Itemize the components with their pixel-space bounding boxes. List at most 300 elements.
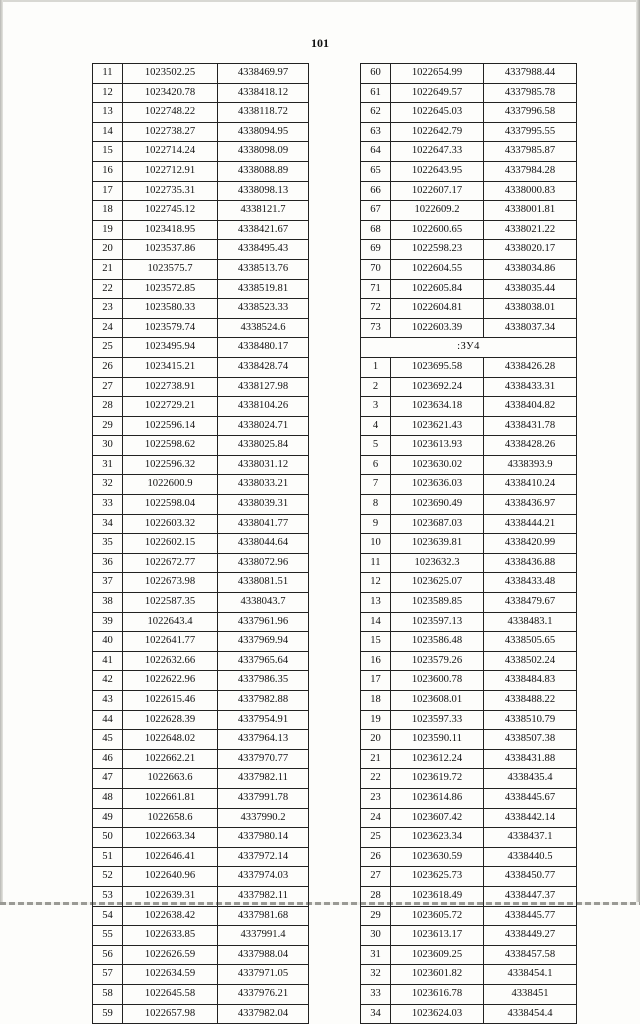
coordinate-y: 4338426.28	[484, 357, 577, 377]
table-row	[93, 475, 309, 495]
table-row	[93, 749, 309, 769]
coordinate-y: 4338104.26	[218, 397, 309, 417]
coordinate-y: 4338410.24	[484, 475, 577, 495]
table-row	[93, 279, 309, 299]
coordinate-x: 1023608.01	[391, 691, 484, 711]
point-number: 42	[93, 671, 123, 691]
coordinate-y: 4337988.44	[484, 64, 577, 84]
point-number: 67	[361, 201, 391, 221]
coordinate-x: 1023625.07	[391, 573, 484, 593]
point-number: 29	[93, 416, 123, 436]
table-row	[361, 788, 577, 808]
point-number: 62	[361, 103, 391, 123]
coordinate-x: 1022609.2	[391, 201, 484, 221]
coordinate-y: 4337954.91	[218, 710, 309, 730]
table-row	[361, 710, 577, 730]
coordinate-y: 4338035.44	[484, 279, 577, 299]
coordinate-x: 1022712.91	[123, 161, 218, 181]
coordinate-x: 1022738.27	[123, 122, 218, 142]
coordinate-y: 4338001.81	[484, 201, 577, 221]
point-number: 68	[361, 220, 391, 240]
coordinate-y: 4337972.14	[218, 847, 309, 867]
point-number: 46	[93, 749, 123, 769]
coordinate-x: 1023589.85	[391, 593, 484, 613]
coordinate-y: 4338433.31	[484, 377, 577, 397]
table-row	[93, 847, 309, 867]
coordinate-x: 1023690.49	[391, 495, 484, 515]
coordinate-y: 4338044.64	[218, 534, 309, 554]
coordinate-x: 1022607.17	[391, 181, 484, 201]
table-row	[93, 553, 309, 573]
coordinate-x: 1022598.62	[123, 436, 218, 456]
table-row	[361, 651, 577, 671]
point-number: 39	[93, 612, 123, 632]
coordinate-x: 1022604.81	[391, 299, 484, 319]
coordinate-y: 4338118.72	[218, 103, 309, 123]
point-number: 16	[361, 651, 391, 671]
coordinate-x: 1023420.78	[123, 83, 218, 103]
table-row	[361, 436, 577, 456]
coordinate-x: 1022657.98	[123, 1004, 218, 1024]
point-number: 22	[361, 769, 391, 789]
point-number: 19	[361, 710, 391, 730]
coordinate-x: 1022641.77	[123, 632, 218, 652]
point-number: 23	[93, 299, 123, 319]
coordinate-y: 4338037.34	[484, 318, 577, 338]
point-number: 51	[93, 847, 123, 867]
coordinate-y: 4338454.1	[484, 965, 577, 985]
point-number: 34	[361, 1004, 391, 1024]
table-row	[93, 357, 309, 377]
coordinate-x: 1023579.74	[123, 318, 218, 338]
table-row	[93, 64, 309, 84]
coordinate-y: 4338421.67	[218, 220, 309, 240]
point-number: 40	[93, 632, 123, 652]
table-row	[361, 847, 577, 867]
coordinate-x: 1022672.77	[123, 553, 218, 573]
coordinates-table-left	[92, 63, 309, 1024]
coordinate-x: 1023639.81	[391, 534, 484, 554]
coordinate-y: 4338445.77	[484, 906, 577, 926]
point-number: 11	[361, 553, 391, 573]
coordinate-y: 4338404.82	[484, 397, 577, 417]
coordinate-y: 4337970.77	[218, 749, 309, 769]
coordinate-x: 1022603.39	[391, 318, 484, 338]
coordinate-y: 4338433.48	[484, 573, 577, 593]
coordinate-y: 4338420.99	[484, 534, 577, 554]
table-row	[361, 161, 577, 181]
coordinate-x: 1022604.55	[391, 259, 484, 279]
table-row	[361, 514, 577, 534]
table-row	[361, 867, 577, 887]
coordinate-y: 4337976.21	[218, 984, 309, 1004]
point-number: 37	[93, 573, 123, 593]
coordinate-y: 4338450.77	[484, 867, 577, 887]
point-number: 14	[93, 122, 123, 142]
coordinate-y: 4338469.97	[218, 64, 309, 84]
coordinate-x: 1023612.24	[391, 749, 484, 769]
coordinate-x: 1022642.79	[391, 122, 484, 142]
coordinate-x: 1023609.25	[391, 945, 484, 965]
coordinate-y: 4338440.5	[484, 847, 577, 867]
table-row	[93, 945, 309, 965]
point-number: 20	[93, 240, 123, 260]
point-number: 12	[361, 573, 391, 593]
point-number: 26	[93, 357, 123, 377]
table-row	[93, 808, 309, 828]
table-row	[93, 122, 309, 142]
coordinate-x: 1022647.33	[391, 142, 484, 162]
coordinates-table-right	[360, 63, 577, 1024]
table-row	[361, 377, 577, 397]
table-row	[93, 201, 309, 221]
point-number: 30	[361, 926, 391, 946]
point-number: 15	[361, 632, 391, 652]
coordinate-y: 4337991.78	[218, 788, 309, 808]
coordinate-y: 4338043.7	[218, 593, 309, 613]
table-row	[93, 142, 309, 162]
point-number: 34	[93, 514, 123, 534]
coordinate-x: 1023613.93	[391, 436, 484, 456]
coordinate-y: 4338418.12	[218, 83, 309, 103]
coordinate-x: 1022639.31	[123, 886, 218, 906]
table-row	[361, 926, 577, 946]
point-number: 19	[93, 220, 123, 240]
coordinate-y: 4337984.28	[484, 161, 577, 181]
coordinate-y: 4338072.96	[218, 553, 309, 573]
point-number: 27	[93, 377, 123, 397]
point-number: 63	[361, 122, 391, 142]
coordinate-x: 1022714.24	[123, 142, 218, 162]
coordinate-y: 4337961.96	[218, 612, 309, 632]
coordinate-x: 1023495.94	[123, 338, 218, 358]
table-row	[93, 769, 309, 789]
coordinate-y: 4338428.26	[484, 436, 577, 456]
point-number: 11	[93, 64, 123, 84]
point-number: 12	[93, 83, 123, 103]
table-row	[361, 122, 577, 142]
coordinate-x: 1022638.42	[123, 906, 218, 926]
coordinate-x: 1022645.03	[391, 103, 484, 123]
table-row	[361, 201, 577, 221]
coordinate-x: 1022643.95	[391, 161, 484, 181]
coordinate-y: 4338098.13	[218, 181, 309, 201]
coordinate-x: 1023634.18	[391, 397, 484, 417]
point-number: 36	[93, 553, 123, 573]
table-row	[361, 984, 577, 1004]
coordinate-y: 4338451	[484, 984, 577, 1004]
table-row	[93, 612, 309, 632]
table-row	[361, 965, 577, 985]
table-row	[361, 64, 577, 84]
coordinate-y: 4337988.04	[218, 945, 309, 965]
point-number: 28	[361, 886, 391, 906]
point-number: 60	[361, 64, 391, 84]
point-number: 13	[361, 593, 391, 613]
point-number: 61	[361, 83, 391, 103]
table-row	[93, 691, 309, 711]
coordinate-x: 1023618.49	[391, 886, 484, 906]
table-row	[361, 671, 577, 691]
point-number: 53	[93, 886, 123, 906]
coordinate-x: 1022729.21	[123, 397, 218, 417]
coordinate-x: 1023597.13	[391, 612, 484, 632]
table-row	[361, 749, 577, 769]
table-row	[93, 181, 309, 201]
coordinate-y: 4338513.76	[218, 259, 309, 279]
table-row	[361, 573, 577, 593]
point-number: 21	[93, 259, 123, 279]
point-number: 73	[361, 318, 391, 338]
coordinate-y: 4338033.21	[218, 475, 309, 495]
point-number: 26	[361, 847, 391, 867]
table-row	[361, 808, 577, 828]
coordinate-x: 1022632.66	[123, 651, 218, 671]
coordinate-y: 4338428.74	[218, 357, 309, 377]
coordinate-x: 1022622.96	[123, 671, 218, 691]
coordinate-y: 4337980.14	[218, 828, 309, 848]
table-row	[361, 534, 577, 554]
coordinate-y: 4338031.12	[218, 455, 309, 475]
point-number: 10	[361, 534, 391, 554]
coordinate-x: 1023621.43	[391, 416, 484, 436]
coordinate-y: 4338510.79	[484, 710, 577, 730]
coordinate-y: 4338495.43	[218, 240, 309, 260]
table-row	[361, 906, 577, 926]
coordinate-y: 4337986.35	[218, 671, 309, 691]
coordinate-x: 1023605.72	[391, 906, 484, 926]
point-number: 48	[93, 788, 123, 808]
coordinate-x: 1022596.32	[123, 455, 218, 475]
point-number: 5	[361, 436, 391, 456]
coordinate-y: 4338393.9	[484, 455, 577, 475]
table-row	[93, 318, 309, 338]
coordinate-x: 1023630.59	[391, 847, 484, 867]
point-number: 1	[361, 357, 391, 377]
coordinate-x: 1023601.82	[391, 965, 484, 985]
table-row	[93, 965, 309, 985]
table-row	[93, 377, 309, 397]
table-row	[93, 730, 309, 750]
coordinate-y: 4338442.14	[484, 808, 577, 828]
coordinate-x: 1023597.33	[391, 710, 484, 730]
coordinate-y: 4338020.17	[484, 240, 577, 260]
point-number: 24	[361, 808, 391, 828]
point-number: 64	[361, 142, 391, 162]
scan-edge-top	[0, 0, 640, 2]
coordinate-x: 1023623.34	[391, 828, 484, 848]
point-number: 29	[361, 906, 391, 926]
point-number: 45	[93, 730, 123, 750]
coordinate-y: 4337974.03	[218, 867, 309, 887]
point-number: 55	[93, 926, 123, 946]
coordinate-x: 1022663.6	[123, 769, 218, 789]
coordinate-y: 4337981.68	[218, 906, 309, 926]
coordinate-x: 1022645.58	[123, 984, 218, 1004]
point-number: 27	[361, 867, 391, 887]
table-row	[93, 436, 309, 456]
coordinate-y: 4337964.13	[218, 730, 309, 750]
coordinate-y: 4337985.78	[484, 83, 577, 103]
coordinate-y: 4337982.11	[218, 886, 309, 906]
coordinate-x: 1022596.14	[123, 416, 218, 436]
point-number: 56	[93, 945, 123, 965]
coordinate-x: 1023616.78	[391, 984, 484, 1004]
coordinate-y: 4338098.09	[218, 142, 309, 162]
coordinate-x: 1022663.34	[123, 828, 218, 848]
coordinate-x: 1022602.15	[123, 534, 218, 554]
table-row	[361, 299, 577, 319]
coordinate-y: 4338431.78	[484, 416, 577, 436]
point-number: 20	[361, 730, 391, 750]
table-row	[361, 220, 577, 240]
point-number: 72	[361, 299, 391, 319]
point-number: 43	[93, 691, 123, 711]
coordinate-y: 4337982.88	[218, 691, 309, 711]
coordinate-y: 4338447.37	[484, 886, 577, 906]
coordinate-x: 1023636.03	[391, 475, 484, 495]
table-row	[93, 710, 309, 730]
point-number: 28	[93, 397, 123, 417]
table-row	[93, 867, 309, 887]
table-row	[361, 553, 577, 573]
table-row	[93, 632, 309, 652]
coordinate-x: 1022628.39	[123, 710, 218, 730]
coordinate-y: 4338000.83	[484, 181, 577, 201]
section-title: :ЗУ4	[361, 338, 577, 358]
point-number: 44	[93, 710, 123, 730]
point-number: 38	[93, 593, 123, 613]
point-number: 71	[361, 279, 391, 299]
table-row	[93, 1004, 309, 1024]
point-number: 69	[361, 240, 391, 260]
coordinate-x: 1023537.86	[123, 240, 218, 260]
scan-edge-left	[0, 0, 3, 905]
coordinate-x: 1023572.85	[123, 279, 218, 299]
coordinate-y: 4337969.94	[218, 632, 309, 652]
point-number: 59	[93, 1004, 123, 1024]
coordinate-x: 1023692.24	[391, 377, 484, 397]
coordinate-x: 1022648.02	[123, 730, 218, 750]
point-number: 47	[93, 769, 123, 789]
coordinate-x: 1022603.32	[123, 514, 218, 534]
table-row	[93, 338, 309, 358]
coordinate-x: 1022605.84	[391, 279, 484, 299]
point-number: 15	[93, 142, 123, 162]
point-number: 14	[361, 612, 391, 632]
table-row	[361, 83, 577, 103]
coordinate-x: 1022673.98	[123, 573, 218, 593]
coordinate-x: 1022745.12	[123, 201, 218, 221]
table-row	[361, 632, 577, 652]
point-number: 24	[93, 318, 123, 338]
point-number: 50	[93, 828, 123, 848]
point-number: 7	[361, 475, 391, 495]
coordinate-y: 4338444.21	[484, 514, 577, 534]
point-number: 54	[93, 906, 123, 926]
coordinate-x: 1022649.57	[391, 83, 484, 103]
coordinate-y: 4338519.81	[218, 279, 309, 299]
table-row	[361, 730, 577, 750]
point-number: 33	[361, 984, 391, 1004]
coordinate-y: 4338127.98	[218, 377, 309, 397]
table-row	[93, 103, 309, 123]
table-row	[93, 161, 309, 181]
coordinate-y: 4337982.11	[218, 769, 309, 789]
coordinate-y: 4338431.88	[484, 749, 577, 769]
table-row	[93, 886, 309, 906]
table-row	[361, 103, 577, 123]
coordinate-y: 4338524.6	[218, 318, 309, 338]
coordinate-x: 1023415.21	[123, 357, 218, 377]
coordinate-x: 1022633.85	[123, 926, 218, 946]
point-number: 21	[361, 749, 391, 769]
coordinate-x: 1022634.59	[123, 965, 218, 985]
table-row	[93, 651, 309, 671]
coordinate-x: 1022661.81	[123, 788, 218, 808]
table-row	[93, 220, 309, 240]
table-row	[361, 240, 577, 260]
coordinate-y: 4338081.51	[218, 573, 309, 593]
scan-edge-right	[636, 0, 640, 905]
point-number: 3	[361, 397, 391, 417]
coordinate-x: 1023580.33	[123, 299, 218, 319]
table-row	[93, 671, 309, 691]
point-number: 32	[93, 475, 123, 495]
coordinate-y: 4338041.77	[218, 514, 309, 534]
table-row	[361, 416, 577, 436]
table-row	[361, 475, 577, 495]
table-row	[361, 769, 577, 789]
coordinate-y: 4338024.71	[218, 416, 309, 436]
coordinate-y: 4337996.58	[484, 103, 577, 123]
coordinate-x: 1022626.59	[123, 945, 218, 965]
table-row	[361, 318, 577, 338]
coordinate-x: 1022748.22	[123, 103, 218, 123]
coordinate-x: 1022640.96	[123, 867, 218, 887]
table-row	[93, 416, 309, 436]
coordinate-y: 4337985.87	[484, 142, 577, 162]
coordinate-y: 4338021.22	[484, 220, 577, 240]
coordinate-y: 4338121.7	[218, 201, 309, 221]
coordinate-x: 1022600.65	[391, 220, 484, 240]
point-number: 6	[361, 455, 391, 475]
coordinate-y: 4338449.27	[484, 926, 577, 946]
coordinate-x: 1023625.73	[391, 867, 484, 887]
table-row	[361, 691, 577, 711]
coordinate-y: 4338034.86	[484, 259, 577, 279]
table-row	[361, 142, 577, 162]
table-row	[93, 495, 309, 515]
coordinate-y: 4338502.24	[484, 651, 577, 671]
table-row	[93, 455, 309, 475]
coordinate-x: 1023687.03	[391, 514, 484, 534]
coordinate-x: 1022646.41	[123, 847, 218, 867]
section-header-row	[361, 338, 577, 358]
point-number: 22	[93, 279, 123, 299]
point-number: 33	[93, 495, 123, 515]
coordinate-x: 1023614.86	[391, 788, 484, 808]
table-row	[361, 397, 577, 417]
coordinate-y: 4338088.89	[218, 161, 309, 181]
table-row	[93, 984, 309, 1004]
table-row	[361, 593, 577, 613]
point-number: 13	[93, 103, 123, 123]
point-number: 4	[361, 416, 391, 436]
point-number: 2	[361, 377, 391, 397]
table-row	[93, 593, 309, 613]
point-number: 65	[361, 161, 391, 181]
